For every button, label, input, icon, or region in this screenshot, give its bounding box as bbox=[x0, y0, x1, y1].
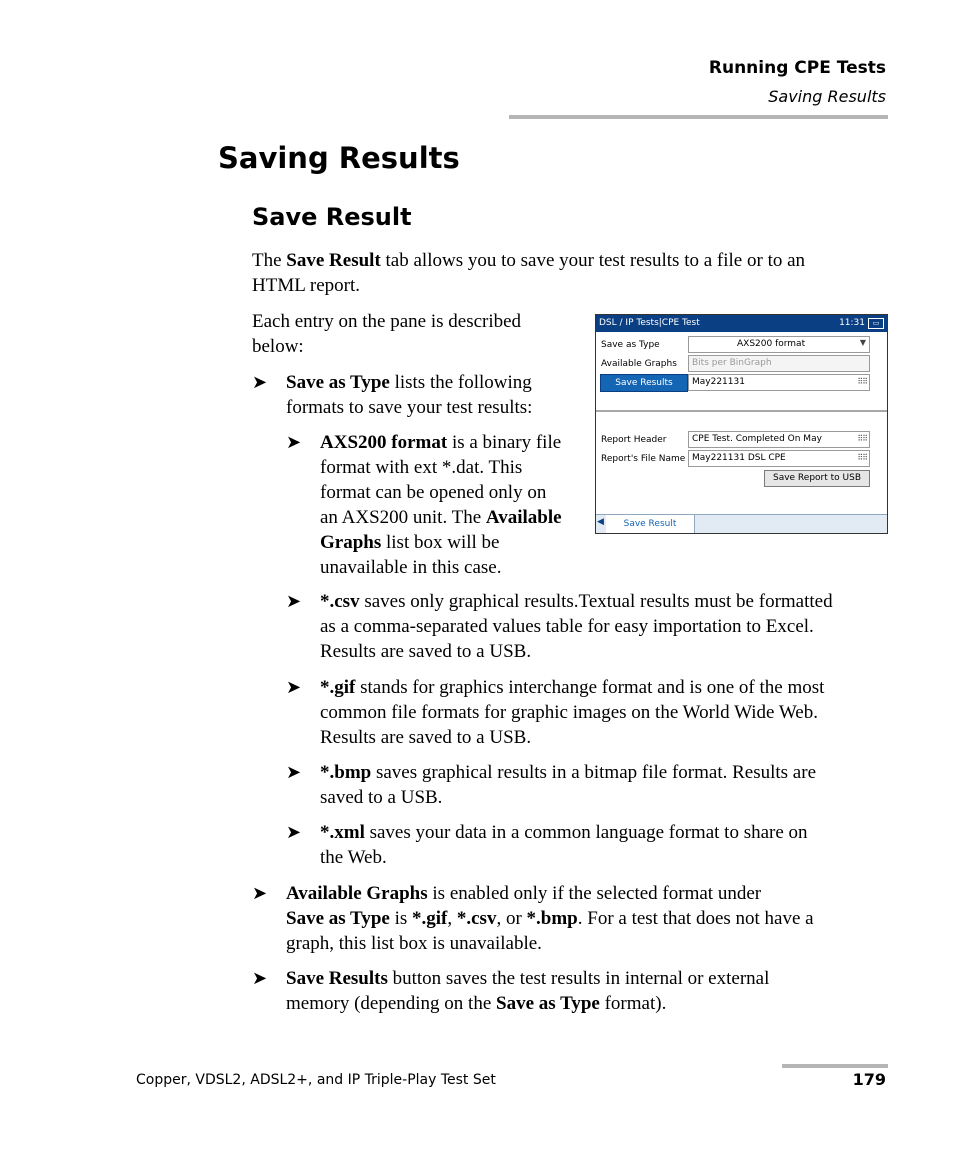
section-heading: Save Result bbox=[252, 203, 412, 231]
bullet-arrow-icon: ➤ bbox=[252, 883, 268, 904]
keyboard-icon: ⠿⠿ bbox=[857, 453, 867, 462]
running-header-section: Saving Results bbox=[768, 87, 886, 106]
available-graphs-label: Available Graphs bbox=[601, 359, 677, 369]
device-title-bar bbox=[596, 315, 887, 332]
bullet-arrow-icon: ➤ bbox=[286, 591, 302, 612]
device-title: DSL / IP Tests|CPE Test bbox=[599, 318, 700, 328]
bullet-bmp: *.bmp saves graphical results in a bitmap file format. Results are saved to a USB. bbox=[320, 762, 817, 808]
each-entry-line-1: Each entry on the pane is described bbox=[252, 311, 522, 332]
save-report-to-usb-button[interactable]: Save Report to USB bbox=[764, 470, 870, 487]
footer-rule bbox=[782, 1064, 888, 1068]
intro-line-2: HTML report. bbox=[252, 275, 360, 296]
bullet-available-graphs: Available Graphs is enabled only if the selected format under Save as Type is *.gif, *.csv, or *.bmp. For a test that does not have a graph, this list box is unavailable. bbox=[286, 883, 814, 954]
page-number: 179 bbox=[852, 1070, 886, 1089]
bullet-arrow-icon: ➤ bbox=[286, 432, 302, 453]
header-rule bbox=[509, 115, 888, 119]
bullet-csv: *.csv saves only graphical results.Textual results must be formatted as a comma-separated values table for easy importation to Excel. Results are saved to a USB. bbox=[320, 591, 833, 662]
page-title: Saving Results bbox=[218, 141, 460, 175]
device-screenshot bbox=[595, 314, 888, 534]
keyboard-icon: ⠿⠿ bbox=[857, 377, 867, 386]
report-header-label: Report Header bbox=[601, 435, 667, 445]
save-as-type-label: Save as Type bbox=[601, 340, 660, 350]
bullet-arrow-icon: ➤ bbox=[252, 968, 268, 989]
bullet-arrow-icon: ➤ bbox=[286, 822, 302, 843]
bullet-xml: *.xml saves your data in a common language format to share on the Web. bbox=[320, 822, 808, 868]
bullet-arrow-icon: ➤ bbox=[286, 762, 302, 783]
each-entry-line-2: below: bbox=[252, 336, 304, 357]
bullet-axs200-format: AXS200 format is a binary file format with ext *.dat. This format can be opened only on an AXS200 unit. The Available Graphs list box will be unavailable in this case. bbox=[320, 432, 562, 578]
tab-scroll-left-icon[interactable]: ◀ bbox=[597, 517, 604, 527]
keyboard-icon: ⠿⠿ bbox=[857, 434, 867, 443]
bullet-save-results: Save Results button saves the test results in internal or external memory (depending on the Save as Type format). bbox=[286, 968, 770, 1014]
report-file-name-input[interactable]: May221131 DSL CPE ⠿⠿ bbox=[688, 450, 870, 467]
device-separator bbox=[596, 410, 887, 412]
save-as-type-select[interactable]: AXS200 format ▼ bbox=[688, 336, 870, 353]
bullet-gif: *.gif stands for graphics interchange format and is one of the most common file formats for graphic images on the World Wide Web. Results are saved to a USB. bbox=[320, 677, 825, 748]
bullet-arrow-icon: ➤ bbox=[252, 372, 268, 393]
dropdown-arrow-icon: ▼ bbox=[859, 338, 866, 347]
save-results-filename-input[interactable]: May221131 ⠿⠿ bbox=[688, 374, 870, 391]
device-tab-bar bbox=[596, 514, 887, 534]
footer-product-name: Copper, VDSL2, ADSL2+, and IP Triple-Play Test Set bbox=[136, 1072, 496, 1088]
bullet-arrow-icon: ➤ bbox=[286, 677, 302, 698]
report-file-name-label: Report's File Name bbox=[601, 454, 686, 464]
save-results-button[interactable]: Save Results bbox=[600, 374, 688, 392]
tab-save-result[interactable]: Save Result bbox=[606, 515, 695, 534]
running-header-chapter: Running CPE Tests bbox=[708, 58, 886, 78]
available-graphs-list: Bits per BinGraph bbox=[688, 355, 870, 372]
report-header-input[interactable]: CPE Test. Completed On May ⠿⠿ bbox=[688, 431, 870, 448]
battery-icon: ▭ bbox=[868, 318, 884, 329]
device-clock: 11:31 bbox=[839, 318, 865, 328]
bullet-save-as-type: Save as Type lists the following formats to save your test results: bbox=[286, 372, 533, 418]
intro-line-1: The Save Result tab allows you to save your test results to a file or to an bbox=[252, 250, 806, 271]
